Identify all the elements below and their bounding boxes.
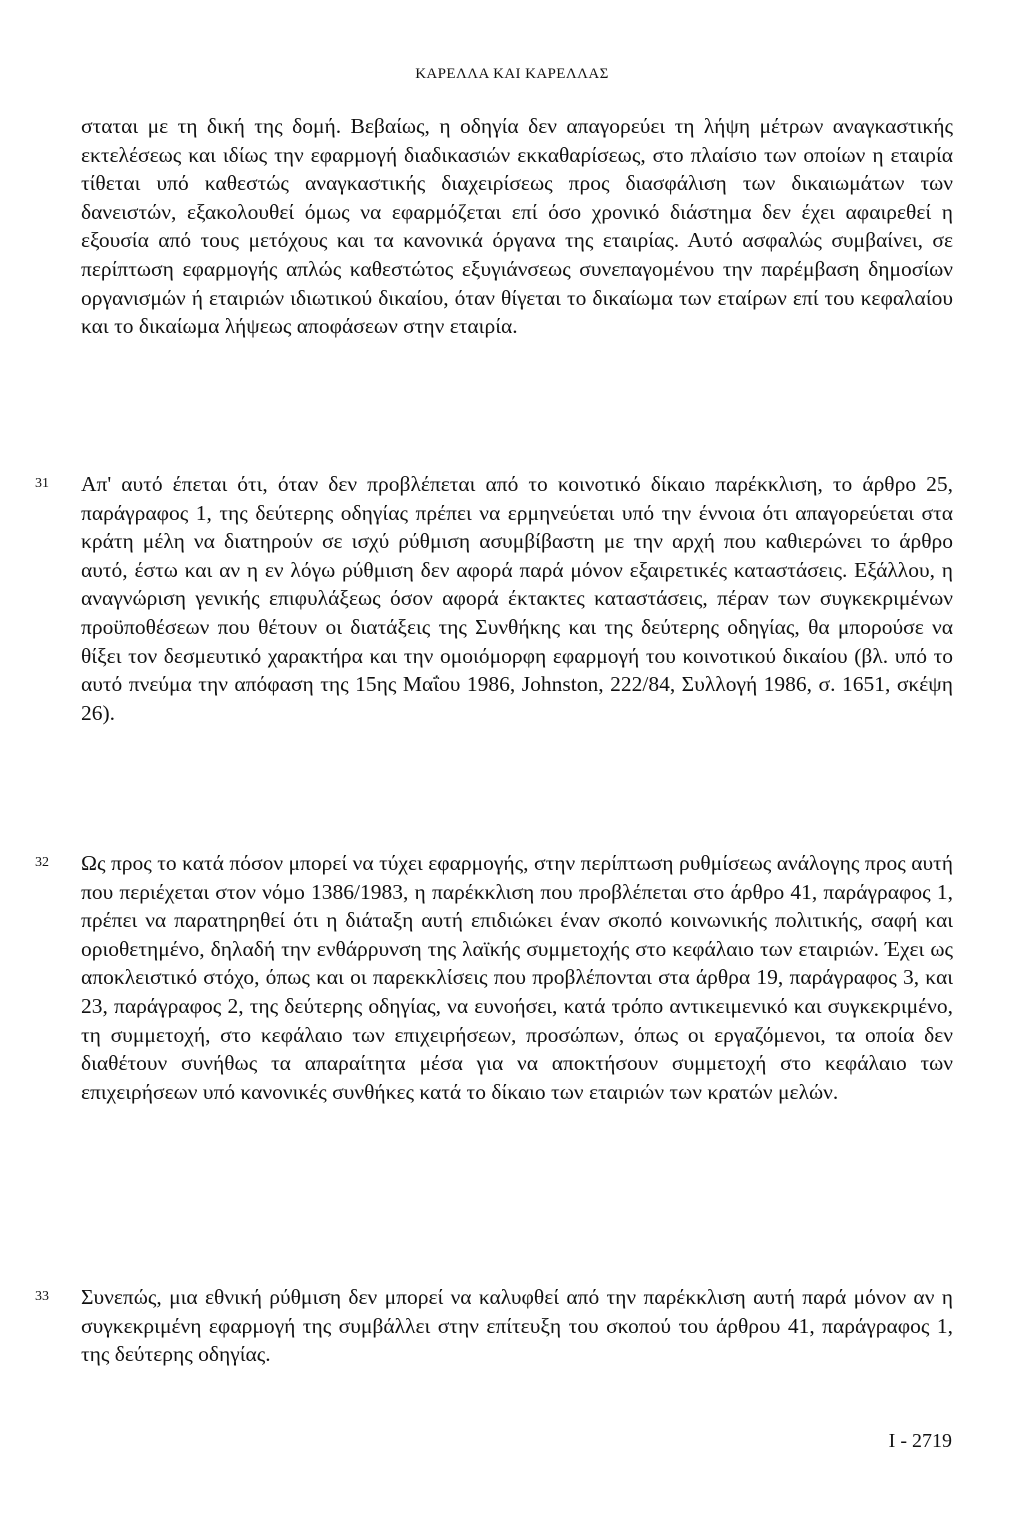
paragraph-31: Απ' αυτό έπεται ότι, όταν δεν προβλέπεται από το κοινοτικό δίκαιο παρέκκλιση, το άρθρο 25, παράγραφος 1, της δεύτερης οδηγίας πρέπει να ερμηνεύεται υπό την έννοια ότι απαγορεύεται στα κράτη μέλη να διατηρούν σε ισχύ ρύθμιση ασυμβίβαστη με την αρχή που καθιερώνει το άρθρο αυτό, έστω και αν η εν λόγω ρύθμιση δεν αφορά παρά μόνον εξαιρετικές καταστάσεις. Εξάλλου, η αναγνώριση γενικής επιφυλάξεως όσον αφορά έκτακτες καταστάσεις, πέραν των συγκεκριμένων προϋποθέσεων που θέτουν οι διατάξεις της Συνθήκης και της δεύτερης οδηγίας, θα μπορούσε να θίξει τον δεσμευτικό χαρακτήρα και την ομοιόμορφη εφαρμογή του κοινοτικού δικαίου (βλ. υπό το αυτό πνεύμα την απόφαση της 15ης Μαΐου 1986, Johnston, 222/84, Συλλογή 1986, σ. 1651, σκέψη 26).: [81, 472, 953, 725]
running-header: ΚΑΡΕΛΛΑ ΚΑΙ ΚΑΡΕΛΛΑΣ: [415, 66, 609, 82]
paragraph-number-31: 31: [35, 476, 49, 491]
paragraph-33: Συνεπώς, μια εθνική ρύθμιση δεν μπορεί να καλυφθεί από την παρέκκλιση αυτή παρά μόνον αν η συγκεκριμένη εφαρμογή της συμβάλλει στην επίτευξη του σκοπού του άρθρου 41, παράγραφος 1, της δεύτερης οδηγίας.: [81, 1285, 953, 1367]
paragraph-number-32: 32: [35, 855, 49, 870]
paragraph-32: Ως προς το κατά πόσον μπορεί να τύχει εφαρμογής, στην περίπτωση ρυθμίσεως ανάλογης προς αυτή που περιέχεται στον νόμο 1386/1983, η παρέκκλιση που προβλέπεται στο άρθρο 41, παράγραφος 1, πρέπει να παρατηρηθεί ότι η διάταξη αυτή επιδιώκει έναν σκοπό κοινωνικής πολιτικής, σαφή και οριοθετημένο, δηλαδή την ενθάρρυνση της λαϊκής συμμετοχής στο κεφάλαιο των εταιριών. Έχει ως αποκλειστικό στόχο, όπως και οι παρεκκλίσεις που προβλέπονται στα άρθρα 19, παράγραφος 3, και 23, παράγραφος 2, της δεύτερης οδηγίας, να ευνοήσει, κατά τρόπο αντικειμενικό και συγκεκριμένο, τη συμμετοχή, στο κεφάλαιο των επιχειρήσεων, προσώπων, όπως οι εργαζόμενοι, τα οποία δεν διαθέτουν συνήθως τα απαραίτητα μέσα για να αποκτήσουν συμμετοχή στο κεφάλαιο των επιχειρήσεων υπό κανονικές συνθήκες κατά το δίκαιο των εταιριών των κρατών μελών.: [81, 851, 953, 1104]
paragraph-continuation: σταται με τη δική της δομή. Βεβαίως, η οδηγία δεν απαγορεύει τη λήψη μέτρων αναγκαστικής εκτελέσεως και ιδίως την εφαρμογή διαδικασιών εκκαθαρίσεως, στο πλαίσιο των οποίων η εταιρία τίθεται υπό καθεστώς αναγκαστικής διαχειρίσεως προς διασφάλιση των δικαιωμάτων των δανειστών, εξακολουθεί όμως να εφαρμόζεται επί όσο χρονικό διάστημα δεν έχει αφαιρεθεί η εξουσία από τους μετόχους και τα κανονικά όργανα της εταιρίας. Αυτό ασφαλώς συμβαίνει, σε περίπτωση εφαρμογής απλώς καθεστώτος εξυγιάνσεως συνεπαγομένου την παρέμβαση δημοσίων οργανισμών ή εταιριών ιδιωτικού δικαίου, όταν θίγεται το δικαίωμα των εταίρων επί του κεφαλαίου και το δικαίωμα λήψεως αποφάσεων στην εταιρία.: [81, 114, 953, 339]
paragraph-number-33: 33: [35, 1289, 49, 1304]
page-number: I - 2719: [888, 1430, 952, 1452]
